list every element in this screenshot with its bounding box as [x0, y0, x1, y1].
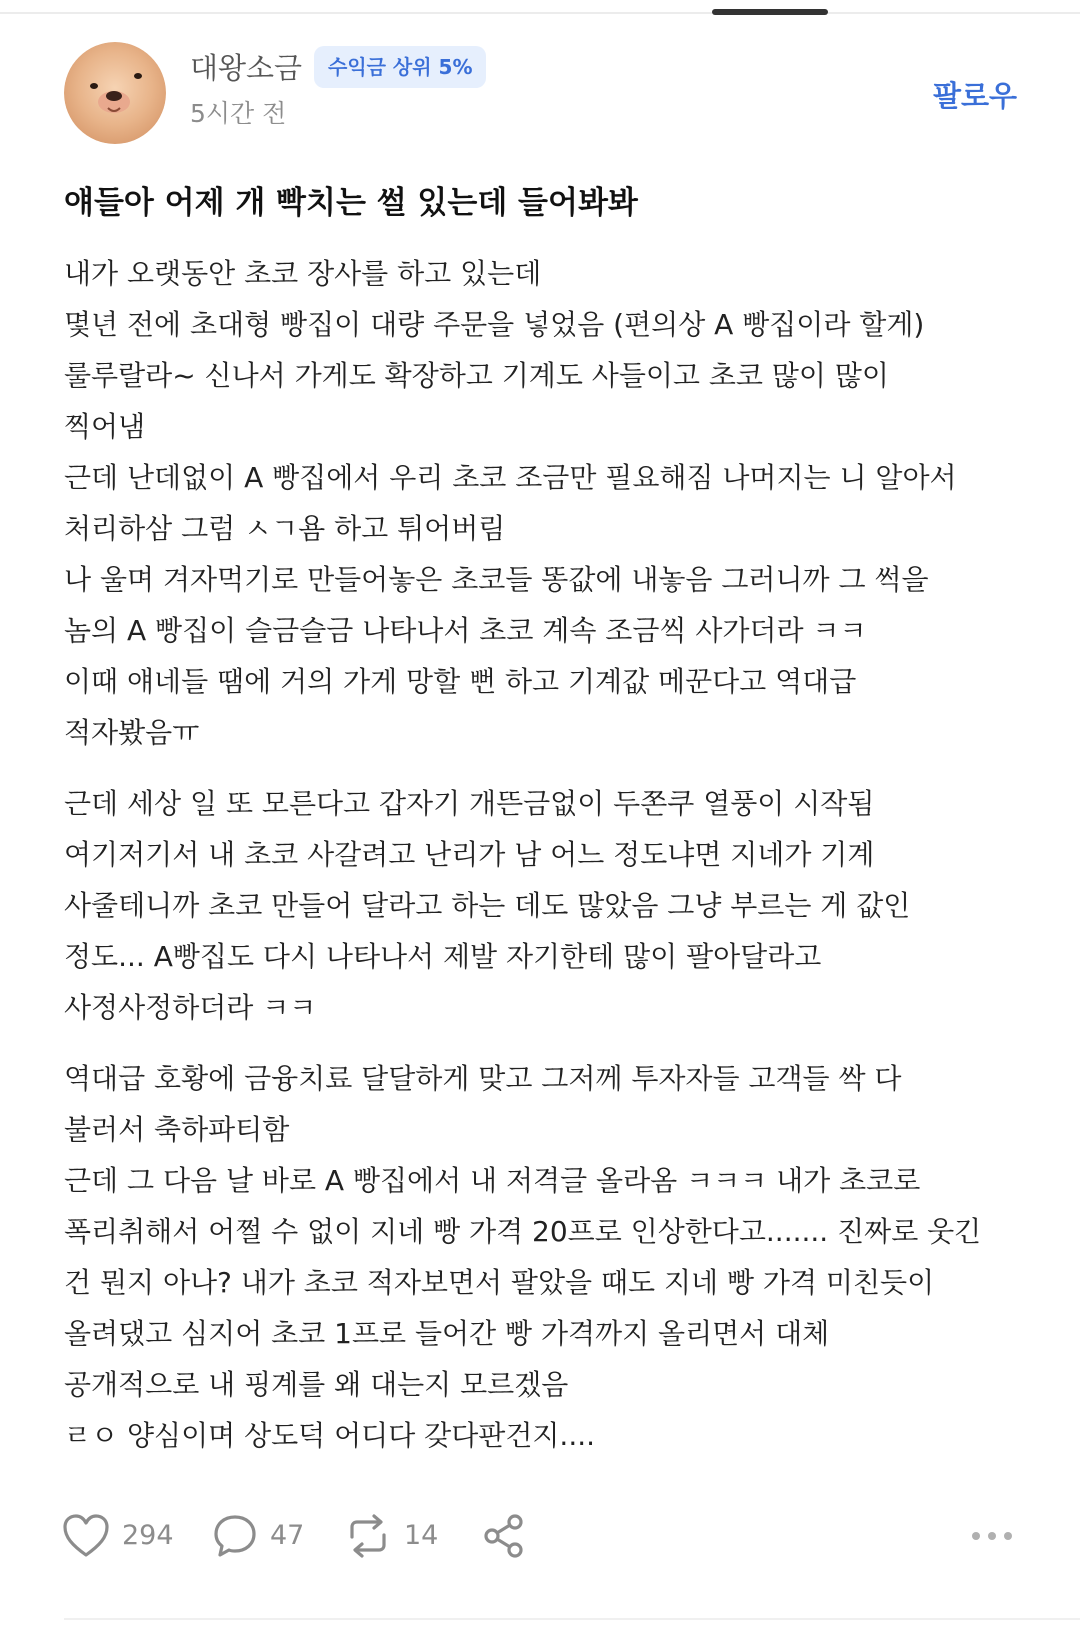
sheet-drag-handle[interactable] — [712, 9, 828, 15]
post-body-line: 폭리취해서 어쩔 수 없이 지네 빵 가격 20프로 인상한다고....... 진짜로 웃긴 — [64, 1215, 982, 1248]
post-body-line: 공개적으로 내 핑계를 왜 대는지 모르겠음 — [64, 1368, 569, 1401]
repost-button[interactable] — [344, 1508, 438, 1564]
post-paragraph — [64, 1053, 1024, 1461]
post-body-line: 적자봤음ㅠ — [64, 716, 200, 749]
puppy-avatar-icon — [64, 42, 166, 144]
post-body-line: ㄹㅇ 양심이며 상도덕 어디다 갖다판건지.... — [64, 1419, 596, 1452]
post-body — [64, 248, 1024, 1481]
earnings-badge: 수익금 상위 5% — [314, 46, 486, 88]
post-body-line: 처리하삼 그럼 ㅅㄱ욤 하고 튀어버림 — [64, 512, 506, 545]
author-name[interactable]: 대왕소금 — [190, 51, 303, 85]
post-body-line: 룰루랄라~ 신나서 가게도 확장하고 기계도 사들이고 초코 많이 많이 — [64, 359, 889, 392]
repost-count: 14 — [404, 1520, 439, 1551]
post-body-line: 찍어냄 — [64, 410, 146, 443]
follow-button[interactable]: 팔로우 — [920, 72, 1030, 120]
post-body-line: 내가 오랫동안 초코 장사를 하고 있는데 — [64, 257, 542, 290]
heart-icon — [62, 1513, 110, 1559]
post-header — [0, 40, 1080, 150]
post-paragraph — [64, 248, 1024, 758]
post-body-line: 나 울며 겨자먹기로 만들어놓은 초코들 똥값에 내놓음 그러니까 그 썩을 — [64, 563, 929, 596]
comment-icon — [212, 1513, 258, 1559]
post-body-line: 역대급 호황에 금융치료 달달하게 맞고 그저께 투자자들 고객들 싹 다 — [64, 1062, 902, 1095]
post-body-line: 근데 난데없이 A 빵집에서 우리 초코 조금만 필요해짐 나머지는 니 알아서 — [64, 461, 957, 494]
top-divider — [0, 12, 1080, 14]
author-avatar[interactable] — [64, 42, 166, 144]
post-body-line: 근데 세상 일 또 모른다고 갑자기 개뜬금없이 두쫀쿠 열풍이 시작됨 — [64, 787, 875, 820]
like-button[interactable] — [62, 1508, 174, 1564]
post-body-line: 사정사정하더라 ㅋㅋ — [64, 991, 317, 1024]
share-button[interactable] — [482, 1508, 526, 1564]
post-title: 얘들아 어제 개 빡치는 썰 있는데 들어봐봐 — [64, 185, 638, 221]
post-body-line: 몇년 전에 초대형 빵집이 대량 주문을 넣었음 (편의상 A 빵집이라 할게) — [64, 308, 925, 341]
repost-icon — [344, 1513, 392, 1559]
more-icon — [968, 1522, 1016, 1550]
post-body-line: 사줄테니까 초코 만들어 달라고 하는 데도 많았음 그냥 부르는 게 값인 — [64, 889, 911, 922]
post-body-line: 정도... A빵집도 다시 나타나서 제발 자기한테 많이 팔아달라고 — [64, 940, 822, 973]
post-paragraph — [64, 778, 1024, 1033]
post-timestamp: 5시간 전 — [190, 99, 287, 128]
more-options-button[interactable] — [968, 1522, 1016, 1550]
post-body-line: 건 뭔지 아나? 내가 초코 적자보면서 팔았을 때도 지네 빵 가격 미친듯이 — [64, 1266, 935, 1299]
comment-button[interactable] — [212, 1508, 304, 1564]
share-icon — [482, 1513, 526, 1559]
post-body-line: 이때 얘네들 땜에 거의 가게 망할 뻔 하고 기계값 메꾼다고 역대급 — [64, 665, 857, 698]
post-body-line: 올려댔고 심지어 초코 1프로 들어간 빵 가격까지 올리면서 대체 — [64, 1317, 830, 1350]
bottom-divider — [64, 1618, 1080, 1620]
comment-count: 47 — [270, 1520, 305, 1551]
post-body-line: 근데 그 다음 날 바로 A 빵집에서 내 저격글 올라옴 ㅋㅋㅋ 내가 초코로 — [64, 1164, 921, 1197]
post-body-line: 여기저기서 내 초코 사갈려고 난리가 남 어느 정도냐면 지네가 기계 — [64, 838, 875, 871]
post-body-line: 불러서 축하파티함 — [64, 1113, 290, 1146]
post-body-line: 놈의 A 빵집이 슬금슬금 나타나서 초코 계속 조금씩 사가더라 ㅋㅋ — [64, 614, 867, 647]
action-bar — [0, 1508, 1080, 1564]
like-count: 294 — [122, 1520, 174, 1551]
